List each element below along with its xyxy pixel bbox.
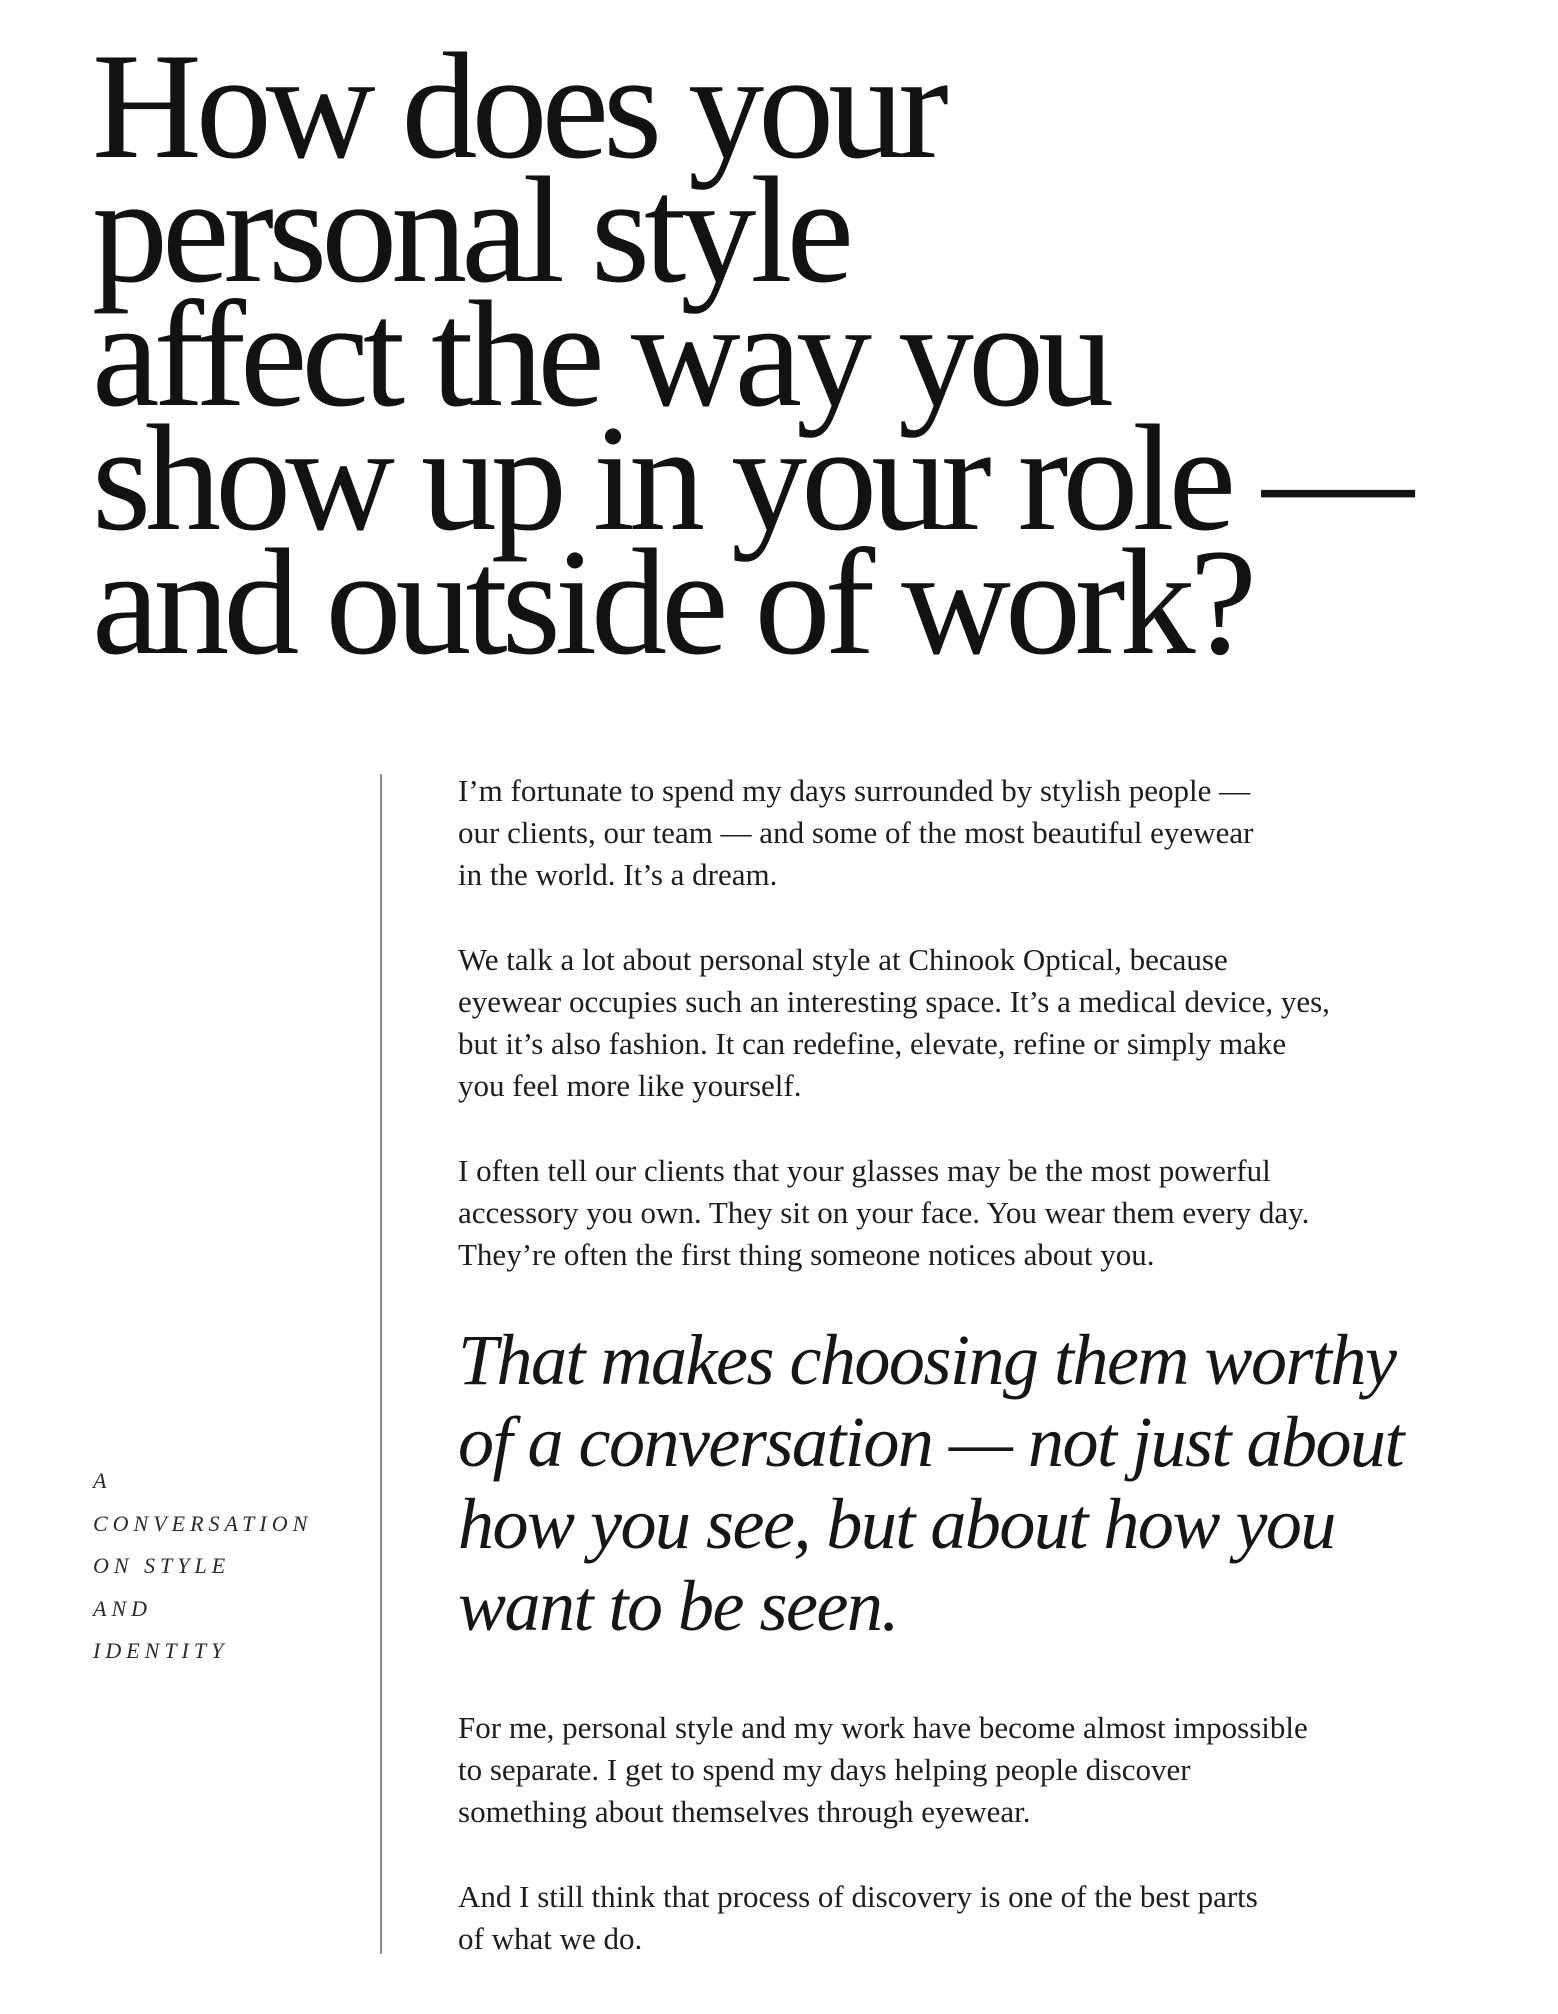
pull-quote xyxy=(458,1319,1508,1647)
headline-line: and outside of work? xyxy=(92,518,1252,686)
vertical-divider xyxy=(380,774,382,1954)
paragraph-line: in the world. It’s a dream. xyxy=(458,857,778,892)
paragraph-line: eyewear occupies such an interesting space. It’s a medical device, yes, xyxy=(458,984,1330,1019)
paragraph-5 xyxy=(458,1876,1508,1960)
paragraph-line: our clients, our team — and some of the most beautiful eyewear xyxy=(458,815,1254,850)
side-label xyxy=(93,1460,373,1673)
paragraph-line: For me, personal style and my work have become almost impossible xyxy=(458,1710,1308,1745)
paragraph-line: of what we do. xyxy=(458,1921,643,1956)
pull-quote-line: want to be seen. xyxy=(458,1566,898,1646)
paragraph-line: They’re often the first thing someone notices about you. xyxy=(458,1237,1155,1272)
paragraph-4 xyxy=(458,1707,1508,1833)
headline-line: show up in your role — xyxy=(92,394,1409,562)
pull-quote-line: That makes choosing them worthy xyxy=(458,1320,1396,1400)
paragraph-line: to separate. I get to spend my days helping people discover xyxy=(458,1752,1191,1787)
paragraph-line: but it’s also fashion. It can redefine, elevate, refine or simply make xyxy=(458,1026,1287,1061)
side-label-line: ON STYLE xyxy=(93,1553,231,1578)
side-label-line: A xyxy=(93,1468,112,1493)
paragraph-3 xyxy=(458,1150,1508,1276)
paragraph-line: I often tell our clients that your glasses may be the most powerful xyxy=(458,1153,1271,1188)
body-column xyxy=(458,770,1508,2003)
paragraph-line: We talk a lot about personal style at Chinook Optical, because xyxy=(458,942,1228,977)
pull-quote-line: how you see, but about how you xyxy=(458,1484,1335,1564)
headline-line: How does your xyxy=(92,22,943,190)
paragraph-line: And I still think that process of discovery is one of the best parts xyxy=(458,1879,1258,1914)
headline xyxy=(92,22,1409,686)
paragraph-line: something about themselves through eyewear. xyxy=(458,1794,1031,1829)
pull-quote-line: of a conversation — not just about xyxy=(458,1402,1403,1482)
paragraph-line: you feel more like yourself. xyxy=(458,1068,802,1103)
side-label-line: IDENTITY xyxy=(93,1638,229,1663)
paragraph-2 xyxy=(458,939,1508,1107)
side-label-line: CONVERSATION xyxy=(93,1510,313,1536)
side-label-line: AND xyxy=(93,1595,152,1621)
paragraph-1 xyxy=(458,770,1508,896)
headline-line: affect the way you xyxy=(92,270,1109,438)
paragraph-line: I’m fortunate to spend my days surrounded by stylish people — xyxy=(458,773,1251,808)
headline-line: personal style xyxy=(92,146,849,314)
paragraph-line: accessory you own. They sit on your face. You wear them every day. xyxy=(458,1195,1310,1230)
